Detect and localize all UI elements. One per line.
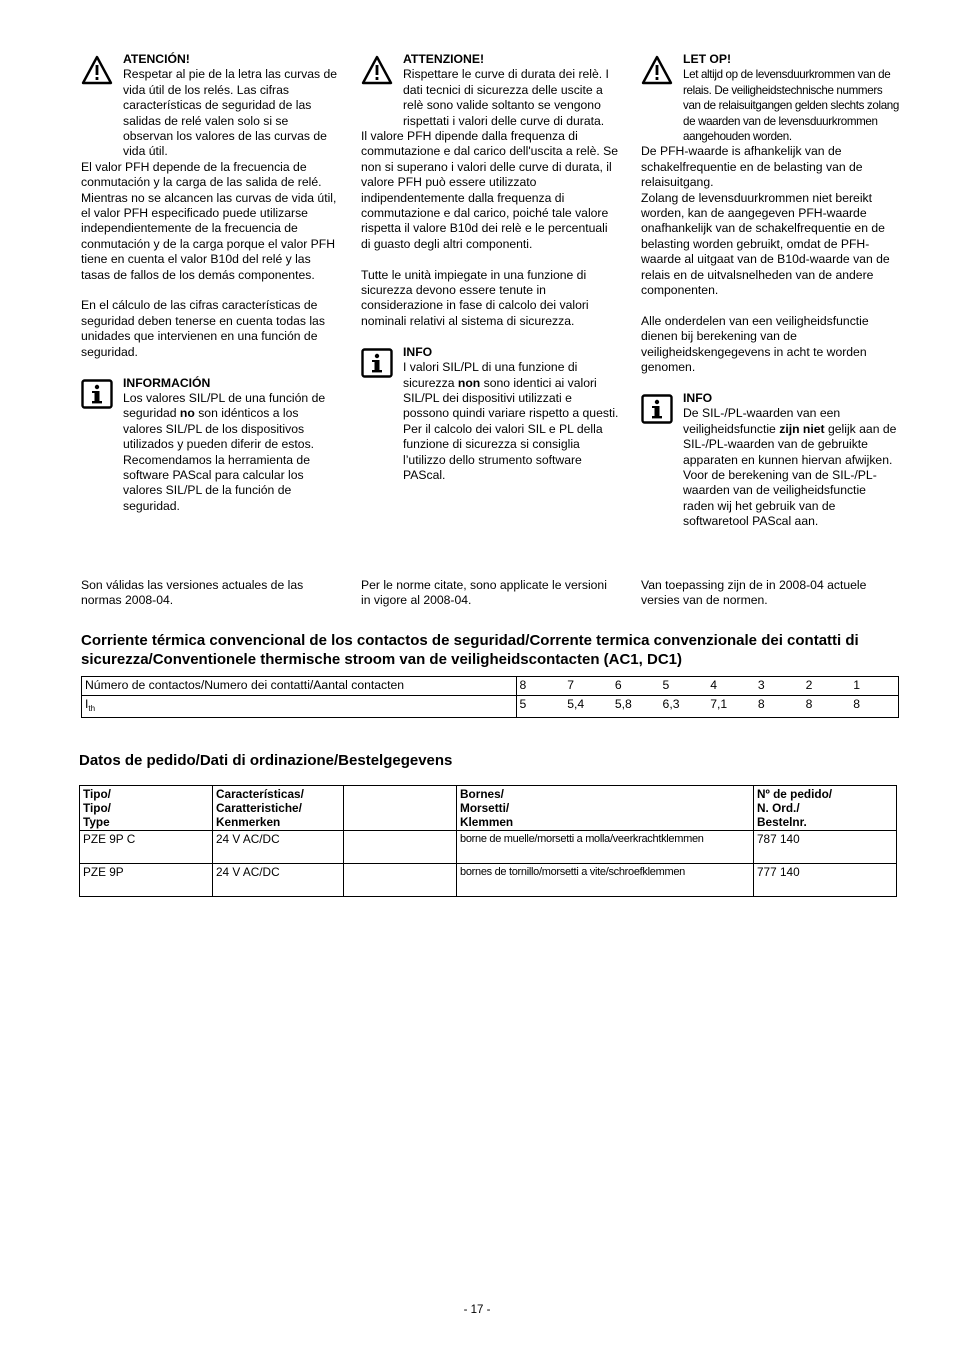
table-cell: 4 <box>707 677 755 696</box>
characteristics-cell: 24 V AC/DC <box>213 831 344 864</box>
table-cell: 8 <box>755 696 803 718</box>
characteristics-cell: 24 V AC/DC <box>213 864 344 897</box>
table-cell: 7 <box>564 677 612 696</box>
info-text: I valori SIL/PL di una funzione di sicurezza non sono identici ai valori SIL/PL dei dispositivi utilizzati e possono quindi variare rispetto a questi. Per il calcolo dei valori SIL e PL della funzione di sicurezza si consiglia l’utilizzo dello strumento software PAScal. <box>403 360 619 482</box>
info-icon <box>81 379 113 409</box>
warning-callout-it <box>361 52 619 129</box>
column-es <box>81 52 339 514</box>
info-title: INFO <box>403 344 433 359</box>
type-cell: PZE 9P <box>80 864 213 897</box>
order-data-heading: Datos de pedido/Dati di ordinazione/Bestelgegevens <box>79 752 453 769</box>
standards-note-es: Son válidas las versiones actuales de las normas 2008-04. <box>81 578 304 608</box>
page-number: - 17 - <box>463 1304 491 1316</box>
order-no-cell: 777 140 <box>754 864 897 897</box>
table-cell: 6 <box>612 677 660 696</box>
table-cell: 2 <box>803 677 851 696</box>
table-row <box>80 831 897 864</box>
table-row <box>82 677 899 696</box>
header-terminals: Bornes/ Morsetti/ Klemmen <box>457 786 754 831</box>
table-cell: 3 <box>755 677 803 696</box>
warning-callout-es <box>81 52 339 160</box>
table-cell: 5 <box>516 696 564 718</box>
paragraph: Alle onderdelen van een veiligheidsfunctie dienen bij berekening van de veiligheidskengegevens in acht te worden genomen. <box>641 313 869 375</box>
paragraph: Il valore PFH dipende dalla frequenza di commutazione e dal carico dell'uscita a relè. Se non si superano i valori delle curve di durata, il valore PFH può essere utilizzato indipendentemente dalla frequenza di commutazione e dal carico, poiché tale valore rispetta il valore B10d dei relè e le percentuali di guasto degli altri componenti. <box>361 129 619 251</box>
table-cell: 8 <box>516 677 564 696</box>
warning-icon <box>81 55 113 85</box>
paragraph: El valor PFH depende de la frecuencia de conmutación y la carga de las salida de relé. Mientras no se alcancen las curvas de vida útil, el valor PFH especificado puede utilizarse independientemente de la frecuencia de conmutación y de la carga porque el valor PFH tiene en cuenta el valor B10d del relé y las tasas de fallos de los demás componentes. <box>81 159 337 282</box>
warning-icon <box>641 55 673 85</box>
info-icon <box>361 348 393 378</box>
table-cell: 1 <box>850 677 898 696</box>
info-title: INFORMACIÓN <box>123 375 211 390</box>
table-cell: 7,1 <box>707 696 755 718</box>
info-callout-nl <box>641 391 899 530</box>
paragraph: En el cálculo de las cifras características de seguridad deben tenerse en cuenta todas las unidades que intervienen en una función de seguridad. <box>81 298 325 359</box>
warning-text: Respetar al pie de la letra las curvas de vida útil de los relés. Las cifras características de seguridad de las salidas de relé valen solo si se observan los valores de las curvas de vida útil. <box>123 67 338 159</box>
table-cell: 8 <box>803 696 851 718</box>
table-header-row <box>80 786 897 831</box>
terminals-cell: bornes de tornillo/morsetti a vite/schroefklemmen <box>457 864 754 897</box>
warning-text: Let altijd op de levensduurkrommen van de relais. De veiligheidstechnische nummers van de relaisuitgangen gelden slechts zolang de waarden van de levensduurkrommen aangehouden worden. <box>683 68 899 144</box>
empty-cell <box>344 831 457 864</box>
terminals-cell: borne de muelle/morsetti a molla/veerkrachtklemmen <box>457 831 754 864</box>
info-callout-es <box>81 376 339 515</box>
header-order-no: Nº de pedido/ N. Ord./ Bestelnr. <box>754 786 897 831</box>
table-row <box>80 864 897 897</box>
warning-callout-nl <box>641 52 899 144</box>
info-title: INFO <box>683 390 713 405</box>
column-it <box>361 52 619 483</box>
table-cell: 6,3 <box>660 696 708 718</box>
header-empty <box>344 786 457 831</box>
thermal-current-table <box>81 676 899 718</box>
warning-title: ATTENZIONE! <box>403 52 485 66</box>
info-callout-it <box>361 345 619 484</box>
header-characteristics: Características/ Caratteristiche/ Kenmerken <box>213 786 344 831</box>
info-text: De SIL-/PL-waarden van een veiligheidsfunctie zijn niet gelijk aan de SIL-/PL-waarden van de gebruikte apparaten en kunnen hiervan afwijken. Voor de berekening van de SIL-/PL-waarden van de veiligheidsfunctie raden wij het gebruik van de softwaretool PAScal aan. <box>683 406 897 529</box>
order-no-cell: 787 140 <box>754 831 897 864</box>
ith-label: $I_{th}$ <box>82 696 517 718</box>
header-type: Tipo/ Tipo/ Type <box>80 786 213 831</box>
table-cell: 8 <box>850 696 898 718</box>
warning-text: Rispettare le curve di durata dei relè. I dati tecnici di sicurezza delle uscite a relè sono valide soltanto se vengono rispettati i valori delle curve di durata. <box>403 67 609 128</box>
warning-icon <box>361 55 393 85</box>
order-data-table <box>79 785 897 897</box>
table-cell: 5 <box>660 677 708 696</box>
table-cell: 5,8 <box>612 696 660 718</box>
type-cell: PZE 9P C <box>80 831 213 864</box>
table-row <box>82 696 899 718</box>
info-icon <box>641 394 673 424</box>
paragraph: De PFH-waarde is afhankelijk van de schakelfrequentie en de belasting van de relaisuitgang. <box>641 144 863 190</box>
paragraph: Zolang de levensduurkrommen niet bereikt worden, kan de aangegeven PFH-waarde onafhankelijk van de schakelfrequentie en de belasting worden gebruikt, omdat de PFH-waarde al uitgaat van de B10d-waarde van de relais en de uitvalsnelheden van de andere componenten. <box>641 190 890 298</box>
warning-title: LET OP! <box>683 52 732 66</box>
contacts-label: Número de contactos/Numero dei contatti/Aantal contacten <box>82 677 517 696</box>
info-text: Los valores SIL/PL de una función de seguridad no son idénticos a los valores SIL/PL de los dispositivos utilizados y pueden diferir de estos. Recomendamos la herramienta de software PAScal para calcular los valores SIL/PL de la función de seguridad. <box>123 390 326 513</box>
standards-note-nl: Van toepassing zijn de in 2008-04 actuele versies van de normen. <box>641 578 867 608</box>
paragraph: Tutte le unità impiegate in una funzione di sicurezza devono essere tenute in considerazione in fase di calcolo dei valori nominali relativi al sistema di sicurezza. <box>361 267 589 328</box>
table-cell: 5,4 <box>564 696 612 718</box>
warning-title: ATENCIÓN! <box>123 52 190 66</box>
empty-cell <box>344 864 457 897</box>
thermal-current-heading: Corriente térmica convencional de los contactos de seguridad/Corrente termica convenzionale dei contatti di sicurezza/Conventionele thermische stroom van de veiligheidscontacten (AC1, DC1) <box>81 632 859 668</box>
column-nl <box>641 52 899 530</box>
standards-note-it: Per le norme citate, sono applicate le versioni in vigore al 2008-04. <box>361 578 607 608</box>
